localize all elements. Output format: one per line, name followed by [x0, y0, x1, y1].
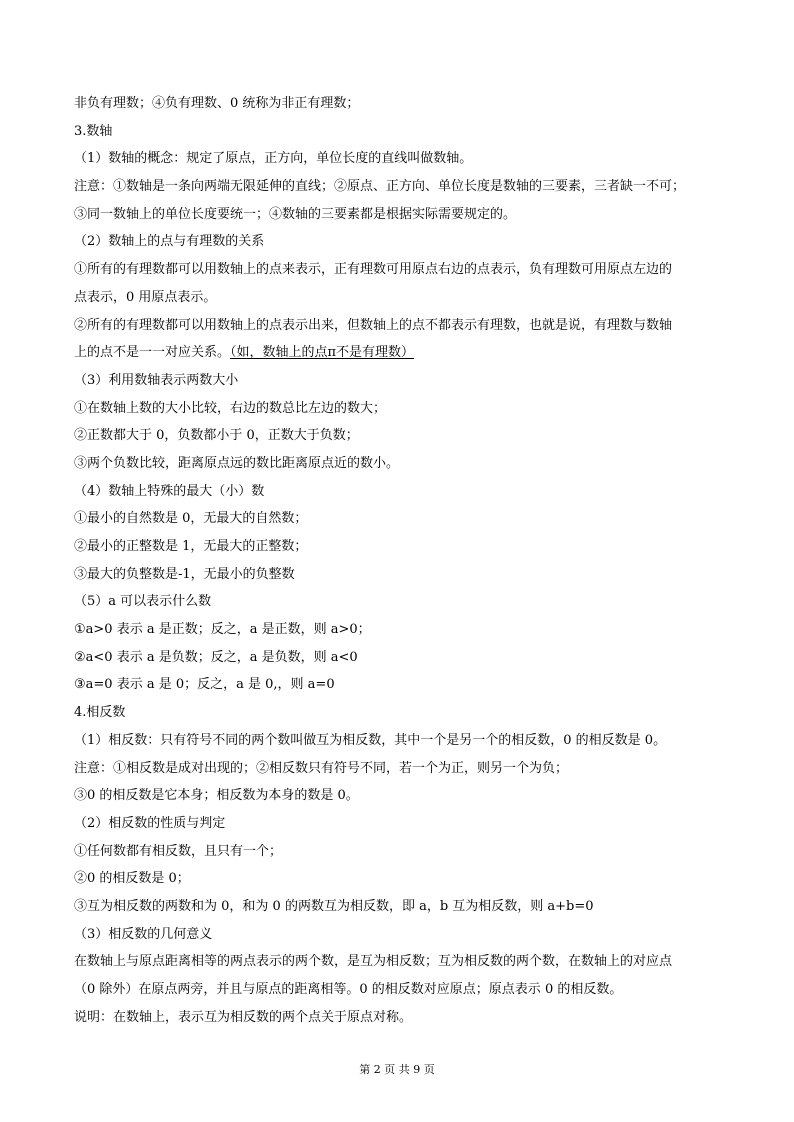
text-line: ①在数轴上数的大小比较，右边的数总比左边的数大；	[74, 400, 387, 416]
text-line: 说明：在数轴上，表示互为相反数的两个点关于原点对称。	[74, 1009, 413, 1025]
text-line: ③a=0 表示 a 是 0；反之，a 是 0,，则 a=0	[74, 677, 335, 693]
text-line-with-note	[74, 339, 728, 367]
subheading: （4）数轴上特殊的最大（小）数	[74, 483, 265, 499]
text-line: 注意：①数轴是一条向两端无限延伸的直线；②原点、正方向、单位长度是数轴的三要素，三者缺一不可；	[74, 179, 686, 195]
text-line: ③最大的负整数是-1，无最小的负整数	[74, 566, 295, 582]
text-line: ②a<0 表示 a 是负数；反之，a 是负数，则 a<0	[74, 649, 358, 665]
text-line: 非负有理数；④负有理数、0 统称为非正有理数；	[74, 96, 360, 111]
text-line: ②所有的有理数都可以用数轴上的点表示出来，但数轴上的点不都表示有理数，也就是说，有理数与数轴	[74, 317, 673, 333]
text-line: ③两个负数比较，距离原点远的数比距离原点近的数小。	[74, 455, 400, 471]
text-line: 注意：①相反数是成对出现的；②相反数只有符号不同，若一个为正，则另一个为负；	[74, 760, 569, 776]
text-line: ③互为相反数的两数和为 0，和为 0 的两数互为相反数，即 a，b 互为相反数，则 a+b=0	[74, 898, 594, 914]
text-line: 点表示，0 用原点表示。	[74, 289, 217, 305]
text-line: ②0 的相反数是 0；	[74, 871, 190, 887]
subheading: （3）利用数轴表示两数大小	[74, 372, 239, 388]
text-line: ③0 的相反数是它本身；相反数为本身的数是 0。	[74, 788, 359, 804]
underlined-note: （如，数轴上的点π不是有理数）	[230, 345, 415, 361]
text-line: ①最小的自然数是 0，无最大的自然数；	[74, 511, 308, 527]
text-segment: 上的点不是一一对应关系。	[74, 345, 231, 361]
text-line: （1）相反数：只有符号不同的两个数叫做互为相反数，其中一个是另一个的相反数，0 的相反数是 0。	[74, 732, 667, 748]
subheading: （5）a 可以表示什么数	[74, 594, 212, 610]
section-heading-opposite-numbers: 4.相反数	[74, 705, 126, 721]
subheading: （2）相反数的性质与判定	[74, 815, 226, 831]
text-line: 在数轴上与原点距离相等的两点表示的两个数，是互为相反数；互为相反数的两个数，在数轴上的对应点	[74, 954, 673, 970]
text-line: （1）数轴的概念：规定了原点，正方向，单位长度的直线叫做数轴。	[74, 151, 473, 167]
section-heading-number-line: 3.数轴	[74, 123, 113, 139]
text-line: ②最小的正整数是 1，无最大的正整数；	[74, 539, 308, 554]
page-footer: 第 2 页 共 9 页	[359, 1063, 435, 1076]
text-line: ①任何数都有相反数，且只有一个；	[74, 843, 283, 859]
text-line: ②正数都大于 0，负数都小于 0，正数大于负数；	[74, 428, 359, 444]
text-line: （0 除外）在原点两旁，并且与原点的距离相等。0 的相反数对应原点；原点表示 0 的相反数。	[74, 982, 623, 997]
document-body	[74, 90, 728, 1031]
subheading: （3）相反数的几何意义	[74, 926, 213, 942]
subheading: （2）数轴上的点与有理数的关系	[74, 234, 265, 250]
text-line: ①所有的有理数都可以用数轴上的点来表示，正有理数可用原点右边的点表示，负有理数可用原点左边的	[74, 262, 673, 278]
text-line: ①a>0 表示 a 是正数；反之，a 是正数，则 a>0；	[74, 622, 371, 638]
text-line: ③同一数轴上的单位长度要统一；④数轴的三要素都是根据实际需要规定的。	[74, 206, 517, 222]
